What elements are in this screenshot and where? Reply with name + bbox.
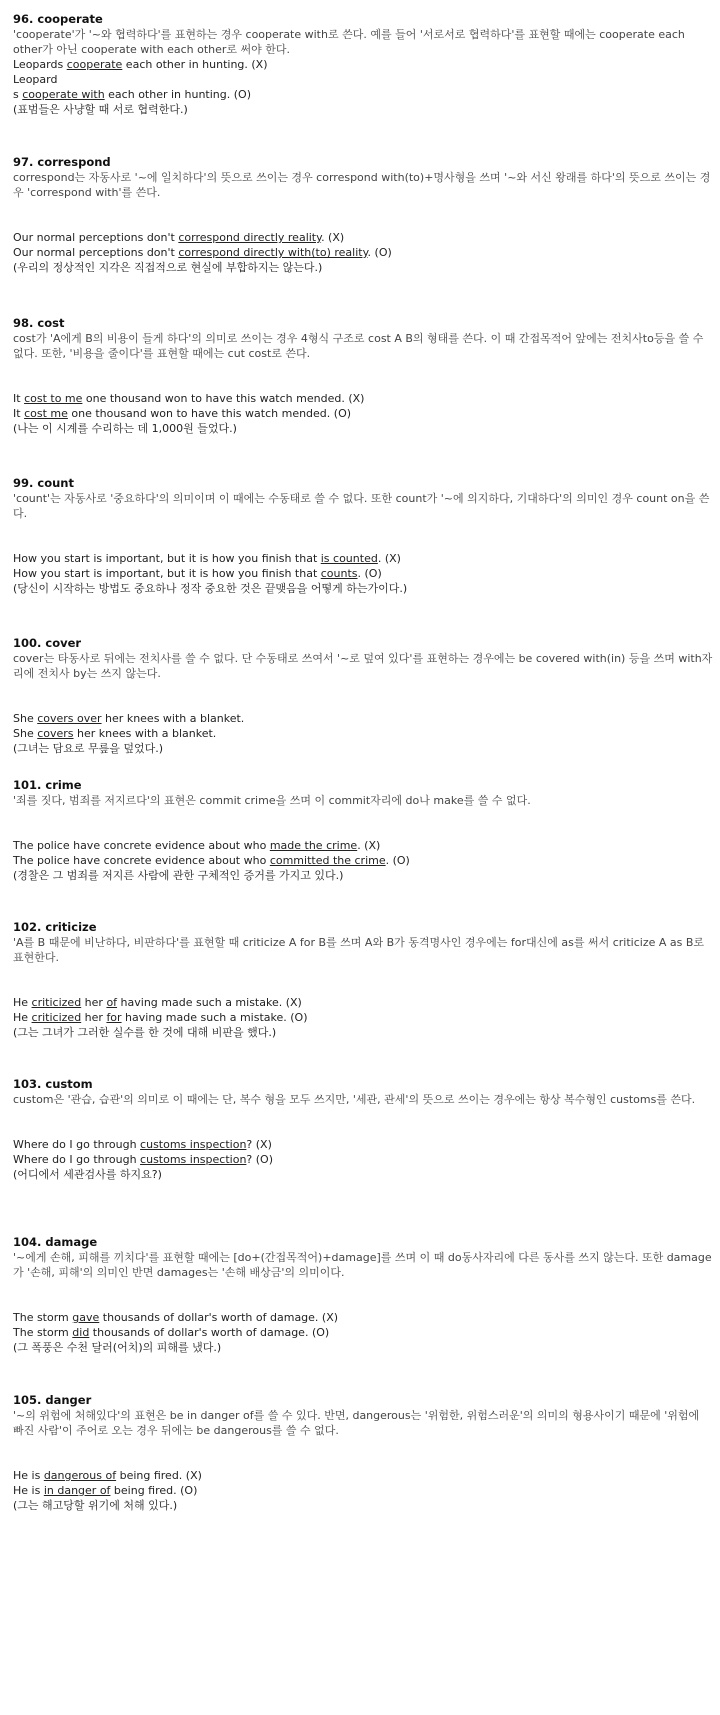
underlined-phrase: correspond directly reality bbox=[178, 231, 322, 244]
korean-translation: (경찰은 그 범죄를 저지른 사람에 관한 구체적인 증거를 가지고 있다.) bbox=[13, 869, 344, 882]
sentence-text: her bbox=[81, 996, 107, 1009]
sentence-text: . (X) bbox=[321, 231, 345, 244]
sentence-text: one thousand won to have this watch mended. (X) bbox=[82, 392, 365, 405]
sentence-text: The police have concrete evidence about who bbox=[13, 854, 270, 867]
sentence-text: each other in hunting. (O) bbox=[104, 88, 251, 101]
entry-description: '~의 위험에 처해있다'의 표현은 be in danger of를 쓸 수 있다. 반면, dangerous는 '위험한, 위험스러운'의 의미의 형용사이기 때문에 '위험에 빠진 사람'이 주어로 오는 경우 뒤에는 be dangerous를 쓸 수 없다. bbox=[13, 1409, 700, 1437]
sentence-text: He bbox=[13, 1011, 32, 1024]
underlined-phrase: for bbox=[106, 1011, 122, 1024]
example-sentence bbox=[13, 838, 713, 853]
sentence-text: Our normal perceptions don't bbox=[13, 231, 179, 244]
spacer bbox=[13, 521, 713, 551]
entry-description: correspond는 자동사로 '~에 일치하다'의 뜻으로 쓰이는 경우 correspond with(to)+명사형을 쓰며 '~와 서신 왕래를 하다'의 뜻으로 쓰이는 경우 'correspond with'를 쓴다. bbox=[13, 171, 711, 199]
sentence-text: being fired. (O) bbox=[110, 1484, 198, 1497]
sentence-text: It bbox=[13, 407, 25, 420]
sentence-text: thousands of dollar's worth of damage. (O) bbox=[89, 1326, 330, 1339]
entry-title: 97. correspond bbox=[13, 155, 111, 169]
example-sentence bbox=[13, 391, 713, 406]
entry-title: 105. danger bbox=[13, 1393, 92, 1407]
sentence-text: He is bbox=[13, 1484, 44, 1497]
entry bbox=[13, 12, 713, 117]
sentence-text: The storm bbox=[13, 1326, 73, 1339]
korean-translation: (그녀는 담요로 무릎을 덮었다.) bbox=[13, 742, 164, 755]
entry-title: 100. cover bbox=[13, 636, 82, 650]
underlined-phrase: gave bbox=[72, 1311, 100, 1324]
example-sentence bbox=[13, 1152, 713, 1167]
sentence-text: one thousand won to have this watch mended. (O) bbox=[67, 407, 352, 420]
sentence-text: The storm bbox=[13, 1311, 73, 1324]
entry-title: 99. count bbox=[13, 476, 74, 490]
underlined-phrase: made the crime bbox=[269, 839, 358, 852]
underlined-phrase: dangerous of bbox=[43, 1469, 117, 1482]
spacer bbox=[13, 200, 713, 230]
sentence-text: How you start is important, but it is how you finish that bbox=[13, 567, 321, 580]
entry-description: cover는 타동사로 뒤에는 전치사를 쓸 수 없다. 단 수동태로 쓰여서 '~로 덮여 있다'를 표현하는 경우에는 be covered with(in) 등을 쓰며 with자리에 전치사 by는 쓰지 않는다. bbox=[13, 652, 713, 680]
sentence-text: ? (O) bbox=[246, 1153, 273, 1166]
underlined-phrase: criticized bbox=[31, 996, 82, 1009]
sentence-text: her knees with a blanket. bbox=[73, 727, 217, 740]
example-sentence bbox=[13, 1010, 713, 1025]
entry bbox=[13, 920, 713, 1040]
example-sentence bbox=[13, 551, 713, 566]
korean-translation: (그는 해고당할 위기에 처해 있다.) bbox=[13, 1499, 178, 1512]
entry bbox=[13, 316, 713, 436]
sentence-text: her knees with a blanket. bbox=[101, 712, 245, 725]
underlined-phrase: counts bbox=[320, 567, 358, 580]
example-sentence bbox=[13, 566, 713, 581]
korean-translation: (우리의 정상적인 지각은 직접적으로 현실에 부합하지는 않는다.) bbox=[13, 261, 323, 274]
example-sentence bbox=[13, 711, 713, 726]
entry-title: 96. cooperate bbox=[13, 12, 103, 26]
entry-title: 98. cost bbox=[13, 316, 65, 330]
spacer bbox=[13, 361, 713, 391]
underlined-phrase: covers bbox=[37, 727, 74, 740]
sentence-text: He is bbox=[13, 1469, 44, 1482]
underlined-phrase: cost me bbox=[24, 407, 68, 420]
sentence-text: having made such a mistake. (X) bbox=[117, 996, 302, 1009]
underlined-phrase: correspond directly with(to) reality bbox=[178, 246, 368, 259]
entry bbox=[13, 1077, 713, 1182]
sentence-text: thousands of dollar's worth of damage. (X) bbox=[99, 1311, 339, 1324]
example-sentence bbox=[13, 1468, 713, 1483]
entry-title: 104. damage bbox=[13, 1235, 98, 1249]
spacer bbox=[13, 1107, 713, 1137]
underlined-phrase: customs inspection bbox=[140, 1138, 247, 1151]
underlined-phrase: did bbox=[72, 1326, 90, 1339]
korean-translation: (어디에서 세관검사를 하지요?) bbox=[13, 1168, 162, 1181]
entry-description: '~에게 손해, 피해를 끼치다'를 표현할 때에는 [do+(간접목적어)+damage]를 쓰며 이 때 do동사자리에 다른 동사를 쓰지 않는다. 또한 damage가 '손해, 피해'의 의미인 반면 damages는 '손해 배상금'의 의미이다. bbox=[13, 1251, 712, 1279]
underlined-phrase: cost to me bbox=[24, 392, 83, 405]
sentence-text: . (O) bbox=[385, 854, 410, 867]
example-sentence bbox=[13, 1137, 713, 1152]
example-sentence bbox=[13, 57, 713, 72]
underlined-phrase: cooperate with bbox=[22, 88, 105, 101]
sentence-text: Where do I go through bbox=[13, 1153, 141, 1166]
entry bbox=[13, 778, 713, 883]
sentence-text: being fired. (X) bbox=[116, 1469, 202, 1482]
sentence-text: He bbox=[13, 996, 32, 1009]
entry bbox=[13, 1235, 713, 1355]
sentence-text: Leopard bbox=[13, 73, 58, 86]
underlined-phrase: criticized bbox=[31, 1011, 82, 1024]
spacer bbox=[13, 1438, 713, 1468]
sentence-text: her bbox=[81, 1011, 107, 1024]
entry-title: 103. custom bbox=[13, 1077, 93, 1091]
entry-description: cost가 'A에게 B의 비용이 들게 하다'의 의미로 쓰이는 경우 4형식 구조로 cost A B의 형태를 쓴다. 이 때 간접목적어 앞에는 전치사to등을 쓸 수 없다. 또한, '비용을 줄이다'를 표현할 때에는 cut cost로 쓴다. bbox=[13, 332, 704, 360]
example-sentence bbox=[13, 87, 713, 102]
example-sentence bbox=[13, 1483, 713, 1498]
spacer bbox=[13, 681, 713, 711]
entry-title: 101. crime bbox=[13, 778, 82, 792]
sentence-text: having made such a mistake. (O) bbox=[121, 1011, 308, 1024]
spacer bbox=[13, 1280, 713, 1310]
example-sentence bbox=[13, 245, 713, 260]
sentence-text: s bbox=[13, 88, 23, 101]
sentence-text: How you start is important, but it is how you finish that bbox=[13, 552, 321, 565]
entry-title: 102. criticize bbox=[13, 920, 97, 934]
underlined-phrase: of bbox=[106, 996, 118, 1009]
sentence-text: . (O) bbox=[357, 567, 382, 580]
entry-description: custom은 '관습, 습관'의 의미로 이 때에는 단, 복수 형을 모두 쓰지만, '세관, 관세'의 뜻으로 쓰이는 경우에는 항상 복수형인 customs를 쓴다. bbox=[13, 1093, 696, 1106]
korean-translation: (나는 이 시계를 수리하는 데 1,000원 들었다.) bbox=[13, 422, 237, 435]
korean-translation: (그는 그녀가 그러한 실수를 한 것에 대해 비판을 했다.) bbox=[13, 1026, 277, 1039]
sentence-text: Leopards bbox=[13, 58, 67, 71]
korean-translation: (그 폭풍은 수천 달러(어치)의 피해를 냈다.) bbox=[13, 1341, 222, 1354]
sentence-text: She bbox=[13, 712, 38, 725]
sentence-text: Where do I go through bbox=[13, 1138, 141, 1151]
entry-description: 'count'는 자동사로 '중요하다'의 의미이며 이 때에는 수동태로 쓸 수 없다. 또한 count가 '~에 의지하다, 기대하다'의 의미인 경우 count on을 쓴다. bbox=[13, 492, 710, 520]
underlined-phrase: customs inspection bbox=[140, 1153, 247, 1166]
sentence-text: . (X) bbox=[357, 839, 381, 852]
entry bbox=[13, 1393, 713, 1513]
entry bbox=[13, 476, 713, 596]
example-sentence bbox=[13, 1325, 713, 1340]
example-sentence bbox=[13, 1310, 713, 1325]
sentence-text: Our normal perceptions don't bbox=[13, 246, 179, 259]
entry bbox=[13, 155, 713, 275]
sentence-text: ? (X) bbox=[246, 1138, 272, 1151]
underlined-phrase: cooperate bbox=[66, 58, 123, 71]
sentence-text: each other in hunting. (X) bbox=[122, 58, 268, 71]
spacer bbox=[13, 965, 713, 995]
example-sentence bbox=[13, 853, 713, 868]
example-sentence bbox=[13, 995, 713, 1010]
entry-description: 'A를 B 때문에 비난하다, 비판하다'를 표현할 때 criticize A for B를 쓰며 A와 B가 동격명사인 경우에는 for대신에 as를 써서 criticize A as B로 표현한다. bbox=[13, 936, 705, 964]
underlined-phrase: in danger of bbox=[43, 1484, 111, 1497]
korean-translation: (표범들은 사냥할 때 서로 협력한다.) bbox=[13, 103, 188, 116]
korean-translation: (당신이 시작하는 방법도 중요하나 정작 중요한 것은 끝맺음을 어떻게 하는가이다.) bbox=[13, 582, 408, 595]
entry bbox=[13, 636, 713, 756]
entry-description: 'cooperate'가 '~와 협력하다'를 표현하는 경우 cooperate with로 쓴다. 예를 들어 '서로서로 협력하다'를 표현할 때에는 cooperate each other가 아닌 cooperate with each other로 써야 한다. bbox=[13, 28, 685, 56]
underlined-phrase: committed the crime bbox=[269, 854, 386, 867]
example-sentence bbox=[13, 726, 713, 741]
example-sentence bbox=[13, 230, 713, 245]
example-sentence bbox=[13, 406, 713, 421]
sentence-text: . (X) bbox=[377, 552, 401, 565]
sentence-text: It bbox=[13, 392, 25, 405]
spacer bbox=[13, 808, 713, 838]
underlined-phrase: covers over bbox=[37, 712, 102, 725]
example-sentence bbox=[13, 72, 713, 87]
sentence-text: She bbox=[13, 727, 38, 740]
underlined-phrase: is counted bbox=[320, 552, 378, 565]
sentence-text: The police have concrete evidence about who bbox=[13, 839, 270, 852]
entry-description: '죄를 짓다, 범죄를 저지르다'의 표현은 commit crime을 쓰며 이 commit자리에 do나 make를 쓸 수 없다. bbox=[13, 794, 531, 807]
sentence-text: . (O) bbox=[367, 246, 392, 259]
